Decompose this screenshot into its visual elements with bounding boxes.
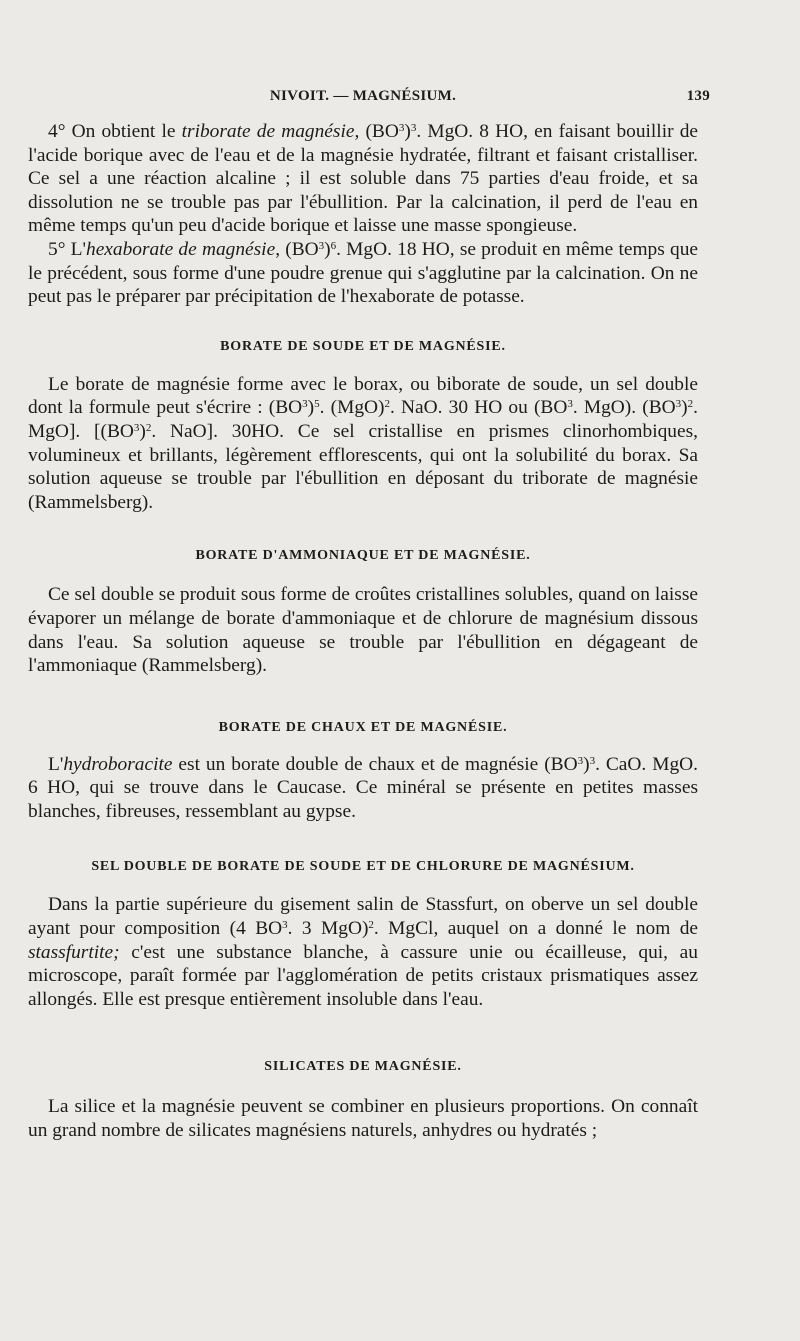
compound-name: triborate de magnésie — [181, 121, 355, 142]
paragraph-borate-ammoniaque: Ce sel double se produit sous forme de croûtes cristallines solubles, quand on laisse évaporer un mélange de borate d'ammoniaque et de chlorure de magnésium dissous dans l'eau. Sa solution aqueuse se trouble par l'ébullition en dégageant de l'ammoniaque (Rammelsberg). — [28, 584, 698, 677]
item-number: 4° — [48, 121, 66, 142]
item-number: 5° — [48, 238, 66, 260]
paragraph-silicates: La silice et la magnésie peuvent se combiner en plusieurs proportions. On connaît un grand nombre de silicates magnésiens naturels, anhydres ou hydratés ; — [28, 1096, 698, 1142]
section-heading-borate-ammoniaque: BORATE D'AMMONIAQUE ET DE MAGNÉSIE. — [195, 548, 531, 564]
paragraph-borate-chaux: L'hydroboracite est un borate double de chaux et de magnésie $(BO^3)^3$. CaO. MgO. 6 HO, qui se trouve dans le Caucase. Ce minéral se présente en petites masses blanches, fibreuses, ressemblant au gypse. — [28, 753, 698, 822]
page-number: 139 — [686, 88, 710, 104]
section-heading-borate-chaux: BORATE DE CHAUX ET DE MAGNÉSIE. — [218, 719, 508, 735]
paragraph-triborate: 4° On obtient le triborate de magnésie, $(BO^3)^3$. MgO. 8 HO, en faisant bouillir de l'acide borique avec de l'eau et de la magnésie hydratée, filtrant et faisant cristalliser. Ce sel a une réaction alcaline ; il est soluble dans 75 parties d'eau froide, et sa dissolution ne se trouble pas par l'ébullition. Par la calcination, il perd de l'eau en même temps qu'un peu d'acide borique et laisse une masse spongieuse. — [28, 121, 698, 237]
paragraph-hexaborate: 5° L'hexaborate de magnésie, $(BO^3)^6$. MgO. 18 HO, se produit en même temps que le précédent, sous forme d'une poudre grenue qui s'agglutine par la calcination. On ne peut pas le préparer par précipitation de l'hexaborate de potasse. — [28, 238, 699, 308]
paragraph-borate-soude: Le borate de magnésie forme avec le borax, ou biborate de soude, un sel double dont la formule peut s'écrire : $(BO^3)^5$. (MgO)$^2$. NaO. 30 HO ou ($BO^3$. MgO). $(BO^3)^2$. MgO]. [$(BO^3)^2$. NaO]. 30HO. Ce sel cristallise en prismes clinorhombiques, volumineux et brillants, légèrement efflorescents, qui ont la solubilité du borax. Sa solution aqueuse se trouble par l'ébullition en déposant du triborate de magnésie (Rammelsberg). — [28, 373, 698, 513]
section-heading-sel-double: SEL DOUBLE DE BORATE DE SOUDE ET DE CHLORURE DE MAGNÉSIUM. — [91, 859, 635, 875]
mineral-name: hydroboracite — [63, 753, 173, 775]
mineral-name: stassfurtite; — [28, 941, 120, 963]
paragraph-sel-double: Dans la partie supérieure du gisement salin de Stassfurt, on oberve un sel double ayant pour composition (4 $BO^3$. 3 MgO)$^2$. MgCl, auquel on a donné le nom de stassfurtite; c'est une substance blanche, à cassure unie ou écailleuse, qui, au microscope, paraît formée par l'agglomération de petits cristaux prismatiques assez allongés. Elle est presque entièrement insoluble dans l'eau. — [28, 894, 699, 1010]
compound-name: hexaborate de magnésie — [86, 238, 276, 260]
page-header — [28, 70, 710, 104]
section-heading-silicates: SILICATES DE MAGNÉSIE. — [264, 1059, 462, 1075]
section-heading-borate-soude: BORATE DE SOUDE ET DE MAGNÉSIE. — [220, 338, 506, 354]
running-title: NIVOIT. — MAGNÉSIUM. — [269, 88, 457, 104]
book-page — [28, 70, 710, 1143]
